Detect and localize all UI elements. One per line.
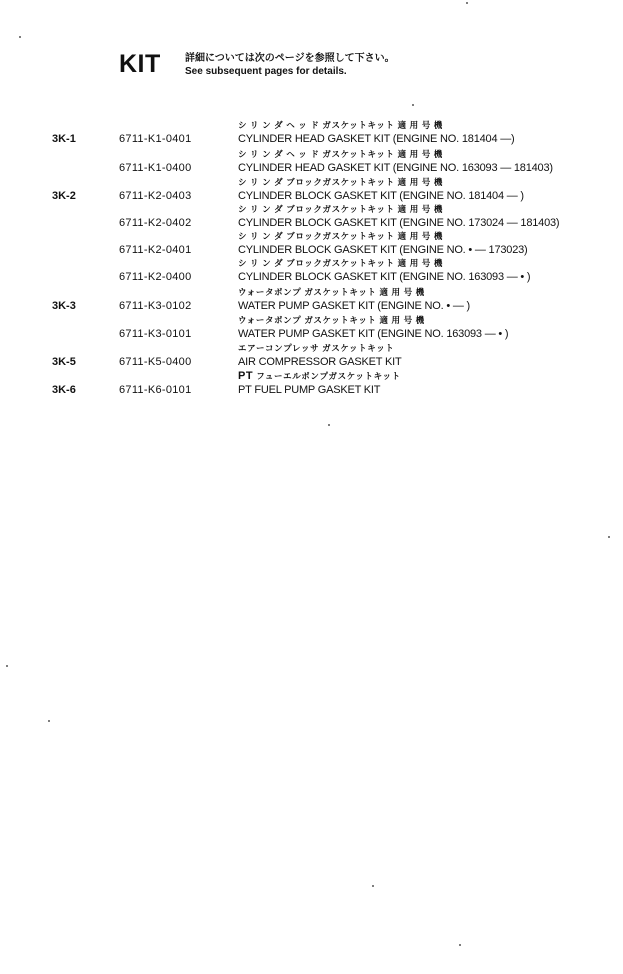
item-ref: 3K-5: [52, 356, 76, 368]
scan-speck: [412, 104, 414, 106]
item-part-no: 6711-K2-0400: [119, 271, 192, 283]
list-item: [0, 149, 623, 177]
scan-speck: [372, 885, 374, 887]
item-jp-label: シ リ ン ダ ブロックガスケットキット 適 用 号 機: [238, 177, 443, 187]
header-note: [185, 52, 395, 78]
scan-speck: [48, 720, 50, 722]
item-part-no: 6711-K3-0101: [119, 328, 192, 340]
page-title: KIT: [119, 50, 161, 78]
item-jp-label: シ リ ン ダ ヘ ッ ド ガスケットキット 適 用 号 機: [238, 120, 443, 130]
item-jp-label: シ リ ン ダ ブロックガスケットキット 適 用 号 機: [238, 204, 443, 214]
list-item: [0, 315, 623, 343]
item-part-no: 6711-K2-0401: [119, 244, 192, 256]
item-jp-label: エアーコンプレッサ ガスケットキット: [238, 343, 395, 353]
item-pt-prefix: PT: [238, 370, 254, 382]
item-jp-label: シ リ ン ダ ブロックガスケットキット 適 用 号 機: [238, 258, 443, 268]
item-description: CYLINDER HEAD GASKET KIT (ENGINE NO. 181404 —): [238, 133, 515, 145]
header-note-jp: 詳細については次のページを参照して下さい。: [185, 53, 395, 64]
item-jp-label: シ リ ン ダ ヘ ッ ド ガスケットキット 適 用 号 機: [238, 149, 443, 159]
scan-speck: [608, 536, 610, 538]
list-item: [0, 371, 623, 399]
item-ref: 3K-1: [52, 133, 76, 145]
item-part-no: 6711-K5-0400: [119, 356, 192, 368]
item-description: WATER PUMP GASKET KIT (ENGINE NO. • — ): [238, 300, 470, 312]
item-description: PT FUEL PUMP GASKET KIT: [238, 384, 381, 396]
list-item: [0, 204, 623, 232]
item-part-no: 6711-K2-0403: [119, 190, 192, 202]
list-item: [0, 343, 623, 371]
header-note-en: See subsequent pages for details.: [185, 66, 347, 77]
item-ref: 3K-6: [52, 384, 76, 396]
item-description: CYLINDER BLOCK GASKET KIT (ENGINE NO. 163093 — • ): [238, 271, 531, 283]
item-description: CYLINDER HEAD GASKET KIT (ENGINE NO. 163093 — 181403): [238, 162, 553, 174]
item-part-no: 6711-K1-0401: [119, 133, 192, 145]
item-jp-label: [238, 371, 401, 382]
item-description: CYLINDER BLOCK GASKET KIT (ENGINE NO. • — 173023): [238, 244, 528, 256]
item-description: AIR COMPRESSOR GASKET KIT: [238, 356, 402, 368]
list-item: [0, 120, 623, 148]
item-jp-label: ウォータポンプ ガスケットキット 適 用 号 機: [238, 287, 425, 297]
item-ref: 3K-2: [52, 190, 76, 202]
list-item: [0, 258, 623, 286]
list-item: [0, 231, 623, 259]
item-part-no: 6711-K3-0102: [119, 300, 192, 312]
scan-speck: [19, 36, 21, 38]
scan-speck: [328, 424, 330, 426]
item-description: CYLINDER BLOCK GASKET KIT (ENGINE NO. 173024 — 181403): [238, 217, 560, 229]
item-description: WATER PUMP GASKET KIT (ENGINE NO. 163093 — • ): [238, 328, 509, 340]
scan-speck: [6, 665, 8, 667]
scan-speck: [466, 2, 468, 4]
list-item: [0, 287, 623, 315]
item-part-no: 6711-K2-0402: [119, 217, 192, 229]
scan-speck: [459, 944, 461, 946]
item-part-no: 6711-K6-0101: [119, 384, 192, 396]
item-jp-label: シ リ ン ダ ブロックガスケットキット 適 用 号 機: [238, 231, 443, 241]
item-jp-suffix: フューエルポンプガスケットキット: [256, 371, 401, 381]
item-ref: 3K-3: [52, 300, 76, 312]
item-part-no: 6711-K1-0400: [119, 162, 192, 174]
list-item: [0, 177, 623, 205]
item-description: CYLINDER BLOCK GASKET KIT (ENGINE NO. 181404 — ): [238, 190, 524, 202]
item-jp-label: ウォータポンプ ガスケットキット 適 用 号 機: [238, 315, 425, 325]
